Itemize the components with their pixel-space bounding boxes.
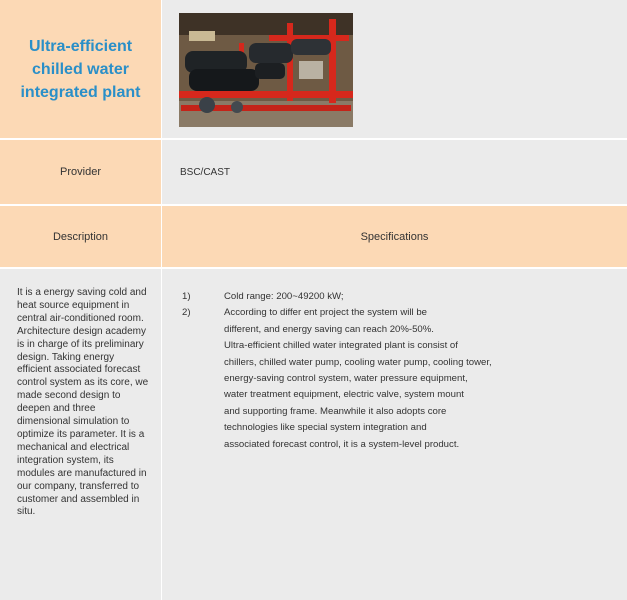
spec-line bbox=[182, 371, 627, 387]
spec-text: associated forecast control, it is a system-level product. bbox=[224, 438, 460, 450]
product-title: Ultra-efficient chilled water integrated plant bbox=[20, 37, 141, 101]
description-text: It is a energy saving cold and heat source equipment in central air-conditioned room. Architecture design academy is in charge of its preliminary design. Taking energy efficient associated forecast control system as its core, we made second design to deepen and three dimensional simulation to optimize its parameter. It is a mechanical and electrical integration system, its modules are manufactured in our company, transferred to customer and assembled in situ. bbox=[17, 287, 149, 518]
title-cell bbox=[0, 0, 161, 138]
spec-text: Ultra-efficient chilled water integrated plant is consist of bbox=[224, 340, 458, 352]
spec-line bbox=[182, 338, 627, 354]
spec-text: According to differ ent project the system will be bbox=[224, 307, 427, 319]
specifications-list bbox=[182, 289, 627, 453]
photo-cell bbox=[162, 0, 627, 138]
spec-text: technologies like special system integration and bbox=[224, 422, 427, 434]
specifications-header-cell bbox=[162, 206, 627, 267]
specifications-cell bbox=[162, 269, 627, 600]
chiller-plant-image bbox=[179, 13, 353, 127]
specifications-header: Specifications bbox=[360, 230, 429, 243]
product-photo bbox=[179, 13, 353, 127]
spec-text: water treatment equipment, electric valve, system mount bbox=[224, 389, 464, 401]
spec-line bbox=[182, 437, 627, 453]
spec-line bbox=[182, 355, 627, 371]
spec-line bbox=[182, 404, 627, 420]
provider-label: Provider bbox=[60, 166, 101, 178]
spec-line bbox=[182, 420, 627, 436]
spec-number: 2) bbox=[182, 307, 191, 319]
provider-label-cell bbox=[0, 140, 161, 204]
description-header-cell bbox=[0, 206, 161, 267]
spec-text: energy-saving control system, water pressure equipment, bbox=[224, 372, 468, 384]
spec-number: 1) bbox=[182, 291, 191, 302]
spec-text: Cold range: 200~49200 kW; bbox=[224, 291, 344, 302]
description-header: Description bbox=[52, 230, 109, 243]
description-cell bbox=[0, 269, 161, 600]
spec-line bbox=[182, 387, 627, 403]
provider-value-cell bbox=[162, 140, 627, 204]
spec-line bbox=[182, 322, 627, 338]
spec-text: different, and energy saving can reach 20%-50%. bbox=[224, 323, 434, 335]
spec-line bbox=[182, 305, 627, 321]
provider-value: BSC/CAST bbox=[180, 166, 231, 178]
spec-text: and supporting frame. Meanwhile it also adopts core bbox=[224, 405, 447, 417]
spec-text: chillers, chilled water pump, cooling water pump, cooling tower, bbox=[224, 356, 492, 368]
spec-line bbox=[182, 289, 627, 305]
